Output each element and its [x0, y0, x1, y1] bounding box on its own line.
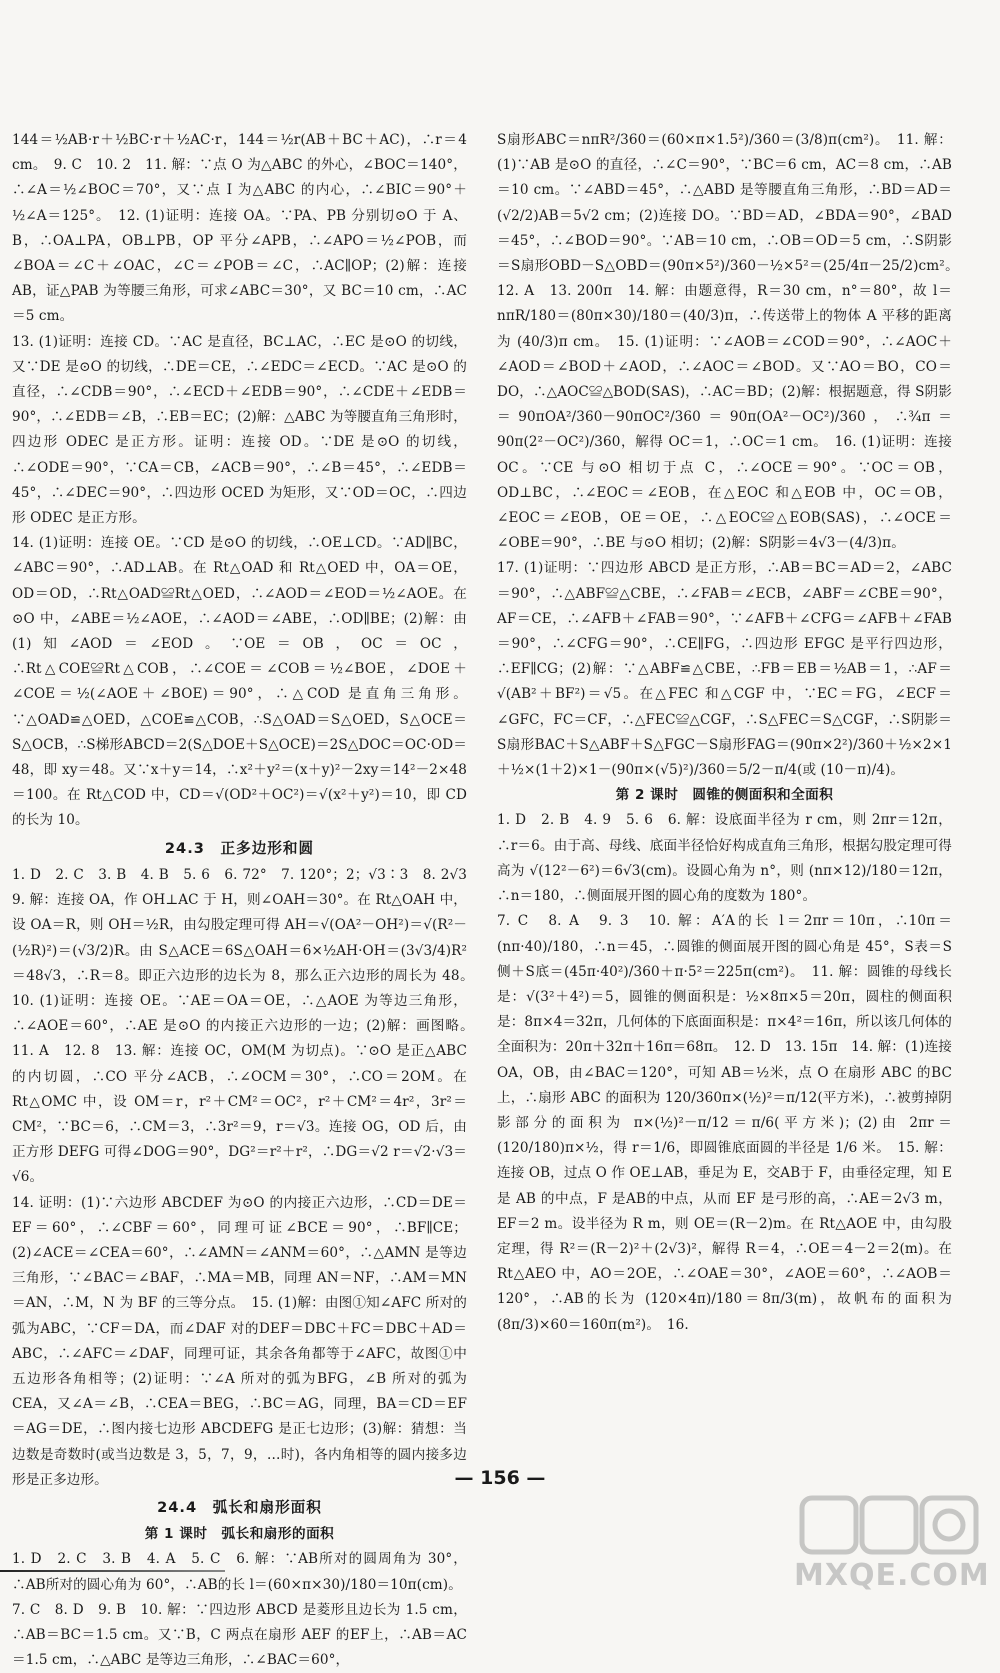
page-number: — 156 —: [454, 1467, 546, 1489]
answer-paragraph: 13. (1)证明：连接 CD。∵AC 是直径，BC⊥AC，∴EC 是⊙O 的切线，又∵DE 是⊙O 的切线，∴DE＝CE，∴∠EDC＝∠ECD。∵AC 是⊙O 的直径，∴∠CDB＝90°，∴∠ECD＋∠EDB＝90°，∴∠CDE＋∠EDB＝90°，∴∠EDB＝∠B，∴EB＝EC；(2)解：△ABC 为等腰直角三角形时，四边形 ODEC 是正方形。证明：连接 OD。∵DE 是⊙O 的切线，∴∠ODE＝90°，∵CA＝CB，∠ACB＝90°，∴∠B＝45°，∴∠EDB＝45°，∴∠DEC＝90°，∴四边形 OCED 为矩形，又∵OD＝OC，∴四边形 ODEC 是正方形。: [12, 333, 467, 527]
answer-paragraph: 144＝½AB·r＋½BC·r＋½AC·r，144＝½r(AB＋BC＋AC)，∴r＝4 cm。 9. C 10. 2 11. 解：∵点 O 为△ABC 的外心，∠BOC＝140°，∴∠A＝½∠BOC＝70°，又∵点 I 为△ABC 的内心，∴∠BIC＝90°＋½∠A＝125°。 12. (1)证明：连接 OA。∵PA、PB 分别切⊙O 于 A、B，∴OA⊥PA，OB⊥PB，OP 平分∠APB，∴∠APO＝½∠POB，而∠BOA＝∠C＋∠OAC，∠C＝∠POB＝∠C，∴AC∥OP；(2)解：连接 AB，证△PAB 为等腰三角形，可求∠ABC＝30°，又 BC＝10 cm，∴AC＝5 cm。: [12, 132, 467, 325]
footer-rule: [0, 1570, 225, 1572]
lesson-heading-2: 第 2 课时 圆锥的侧面积和全面积: [615, 787, 834, 804]
answer-paragraph: 1. D 2. B 4. 9 5. 6 6. 解：设底面半径为 r cm，则 2πr＝12π，∴r＝6。由于高、母线、底面半径恰好构成直角三角形，根据勾股定理可得高为 √(12²－6²)＝6√3(cm)。设圆心角为 n°，则 (nπ×12)/180＝12π，∴n＝180，∴侧面展开图的圆心角的度数为 180°。: [497, 812, 952, 905]
answer-paragraph: 14. 证明：(1)∵六边形 ABCDEF 为⊙O 的内接正六边形，∴CD＝DE＝EF＝60°，∴∠CBF＝60°，同理可证∠BCE＝90°，∴BF∥CE；(2)∠ACE＝∠CEA＝60°，∴∠AMN＝∠ANM＝60°，∴△AMN 是等边三角形，∵∠BAC＝∠BAF，∴MA＝MB，同理 AN＝NF，∴AM＝MN＝AN，∴M，N 为 BF 的三等分点。 15. (1)解：由图①知∠AFC 所对的弧为ABC，∵CF＝DA，而∠DAF 对的DEF＝DBC＋FC＝DBC＋AD＝ABC，∴∠AFC＝∠DAF，同理可证，其余各角都等于∠AFC，故图①中五边形各角相等；(2)证明：∵∠A 所对的弧为BFG，∠B 所对的弧为CEA，又∠A＝∠B，∴CEA＝BEG，∴BC＝AG，同理，BA＝CD＝EF＝AG＝DE，∴图内接七边形 ABCDEFG 是正七边形；(3)解：猜想：当边数是奇数时(或当边数是 3，5，7，9，…时)，各内角相等的圆内接多边形是正多边形。: [12, 1194, 467, 1488]
answer-paragraph: 17. (1)证明：∵四边形 ABCD 是正方形，∴AB＝BC＝AD＝2，∠ABC＝90°，∴△ABF≌△CBE，∴∠FAB＝∠ECB，∠ABF＝∠CBE＝90°，AF＝CE，∴∠AFB＋∠FAB＝90°，∵∠AFB＋∠CFG＝∠AFB＋∠FAB＝90°，∴∠CFG＝90°，∴CE∥FG，∴四边形 EFGC 是平行四边形，∴EF∥CG；(2)解：∵△ABF≌△CBE，∴FB＝EB＝½AB＝1，∴AF＝√(AB²＋BF²)＝√5。在△FEC 和△CGF 中，∵EC＝FG，∠ECF＝∠GFC，FC＝CF，∴△FEC≌△CGF，∴S△FEC＝S△CGF，∴S阴影＝S扇形BAC＋S△ABF＋S△FGC－S扇形FAG＝(90π×2²)/360＋½×2×1＋½×(1＋2)×1－(90π×(√5)²)/360＝5/2－π/4(或 (10－π)/4)。: [497, 560, 952, 779]
answer-paragraph: 7. C 8. A 9. 3 10. 解：A′A的长 l＝2πr＝10π，∴10π＝(nπ·40)/180，∴n＝45，∴圆锥的侧面展开图的圆心角是 45°，S表＝S侧＋S底＝(45π·40²)/360＋π·5²＝225π(cm²)。 11. 解：圆锥的母线长是：√(3²＋4²)＝5，圆锥的侧面积是：½×8π×5＝20π，圆柱的侧面积是：8π×4＝32π，几何体的下底面面积是：π×4²＝16π，所以该几何体的全面积为：20π＋32π＋16π＝68π。 12. D 13. 15π 14. 解：(1)连接 OA，OB，由∠BAC＝120°，可知 AB＝½米，点 O 在扇形 ABC 的BC上，∴扇形 ABC 的面积为 120/360π×(½)²＝π/12(平方米)，∴被剪掉阴影部分的面积为 π×(½)²－π/12＝π/6(平方米)；(2)由 2πr＝(120/180)π×½，得 r＝1/6，即圆锥底面圆的半径是 1/6 米。 15. 解：连接 OB，过点 O 作 OE⊥AB，垂足为 E，交AB于 F，由垂径定理，知 E 是 AB 的中点，F 是AB的中点，从而 EF 是弓形的高，∴AE＝2√3 m，EF＝2 m。设半径为 R m，则 OE＝(R－2)m。在 Rt△AOE 中，由勾股定理，得 R²＝(R－2)²＋(2√3)²，解得 R＝4，∴OE＝4－2＝2(m)。在 Rt△AEO 中，AO＝2OE，∴∠OAE＝30°，∠AOE＝60°，∴∠AOB＝120°，∴AB的长为 (120×4π)/180＝8π/3(m)，故帆布的面积为 (8π/3)×60＝160π(m²)。 16.: [497, 913, 952, 1333]
answer-paragraph: S扇形ABC＝nπR²/360＝(60×π×1.5²)/360＝(3/8)π(cm²)。 11. 解：(1)∵AB 是⊙O 的直径，∴∠C＝90°，∵BC＝6 cm，AC＝8 cm，∴AB＝10 cm。∵∠ABD＝45°，∴△ABD 是等腰直角三角形，∴BD＝AD＝(√2/2)AB＝5√2 cm；(2)连接 DO。∵BD＝AD，∠BDA＝90°，∠BAD＝45°，∴∠BOD＝90°。∵AB＝10 cm，∴OB＝OD＝5 cm，∴S阴影＝S扇形OBD－S△OBD＝(90π×5²)/360－½×5²＝(25/4π－25/2)cm²。 12. A 13. 200π 14. 解：由题意得，R＝30 cm，n°＝80°，故 l＝nπR/180＝(80π×30)/180＝(40/3)π，∴传送带上的物体 A 平移的距离为 (40/3)π cm。 15. (1)证明：∵∠AOB＝∠COD＝90°，∴∠AOC＋∠AOD＝∠BOD＋∠AOD，∴∠AOC＝∠BOD。又∵AO＝BO，CO＝DO，∴△AOC≌△BOD(SAS)，∴AC＝BD；(2)解：根据题意，得 S阴影＝90πOA²/360－90πOC²/360＝90π(OA²－OC²)/360，∴¾π＝90π(2²－OC²)/360，解得 OC＝1，∴OC＝1 cm。 16. (1)证明：连接 OC。∵CE 与⊙O 相切于点 C，∴∠OCE＝90°。∵OC＝OB，OD⊥BC，∴∠EOC＝∠EOB，在△EOC 和△EOB 中，OC＝OB，∠EOC＝∠EOB，OE＝OE，∴△EOC≌△EOB(SAS)，∴∠OCE＝∠OBE＝90°，∴BE 与⊙O 相切；(2)解：S阴影＝4√3－(4/3)π。: [497, 132, 966, 552]
left-column: [12, 128, 481, 1673]
watermark-logo: [794, 1490, 990, 1595]
answer-paragraph: 7. C 8. D 9. B 10. 解：∵四边形 ABCD 是菱形且边长为 1.5 cm，∴AB＝BC＝1.5 cm。又∵B，C 两点在扇形 AEF 的EF上，∴AB＝AC＝1.5 cm，∴△ABC 是等边三角形，∴∠BAC＝60°，: [12, 1601, 467, 1669]
watermark-text: MXQE.COM: [794, 1558, 990, 1593]
watermark-icon: [794, 1490, 984, 1560]
answer-paragraph: 14. (1)证明：连接 OE。∵CD 是⊙O 的切线，∴OE⊥CD。∵AD∥BC，∠ABC＝90°，∴AD⊥AB。在 Rt△OAD 和 Rt△OED 中，OA＝OE，OD＝OD，∴Rt△OAD≌Rt△OED，∴∠AOD＝∠EOD＝½∠AOE。在⊙O 中，∠ABE＝½∠AOE，∴∠AOD＝∠ABE，∴OD∥BE；(2)解：由(1)知∠AOD＝∠EOD。∵OE＝OB，OC＝OC，∴Rt△COE≌Rt△COB，∴∠COE＝∠COB＝½∠BOE，∠DOE＋∠COE＝½(∠AOE＋∠BOE)＝90°，∴△COD 是直角三角形。∵△OAD≌△OED，△COE≌△COB，∴S△OAD＝S△OED，S△OCE＝S△OCB，∴S梯形ABCD＝2(S△DOE＋S△OCE)＝2S△DOC＝OC·OD＝48，即 xy＝48。又∵x＋y＝14，∴x²＋y²＝(x＋y)²－2xy＝14²－2×48＝100。在 Rt△COD 中，CD＝√(OD²＋OC²)＝√(x²＋y²)＝10，即 CD 的长为 10。: [12, 535, 467, 829]
answer-paragraph: 1. D 2. C 3. B 4. B 5. 6 6. 72° 7. 120°；2；√3∶3 8. 2√3 9. 解：连接 OA，作 OH⊥AC 于 H，则∠OAH＝30°。在 Rt△OAH 中，设 OA＝R，则 OH＝½R，由勾股定理可得 AH＝√(OA²－OH²)＝√(R²－(½R)²)＝(√3/2)R。由 S△ACE＝6S△OAH＝6×½AH·OH＝(3√3/4)R²＝48√3，∴R＝8。即正六边形的边长为 8，那么正六边形的周长为 48。 10. (1)证明：连接 OE。∵AE＝OA＝OE，∴△AOE 为等边三角形，∴∠AOE＝60°，∴AE 是⊙O 的内接正六边形的一边；(2)解：画图略。 11. A 12. 8 13. 解：连接 OC，OM(M 为切点)。∵⊙O 是正△ABC 的内切圆，∴CO 平分∠ACB，∴∠OCM＝30°，∴CO＝2OM。在 Rt△OMC 中，设 OM＝r，r²＋CM²＝OC²，r²＋CM²＝4r²，3r²＝CM²，∵BC＝6，∴CM＝3，∴3r²＝9，r＝√3。连接 OG，OD 后，由正方形 DEFG 可得∠DOG＝90°，DG²＝r²＋r²，∴DG＝√2 r＝√2·√3＝√6。: [12, 866, 481, 1186]
answer-paragraph: 1. D 2. C 3. B 4. A 5. C 6. 解：∵AB所对的圆周角为 30°，∴AB所对的圆心角为 60°，∴AB的长 l＝(60×π×30)/180＝10π(cm)。: [12, 1551, 467, 1593]
section-heading-24-4: 24.4 弧长和扇形面积: [157, 1498, 322, 1516]
right-column: [497, 128, 966, 1338]
section-heading-24-3: 24.3 正多边形和圆: [164, 839, 315, 857]
lesson-heading-1: 第 1 课时 弧长和扇形的面积: [144, 1526, 335, 1543]
